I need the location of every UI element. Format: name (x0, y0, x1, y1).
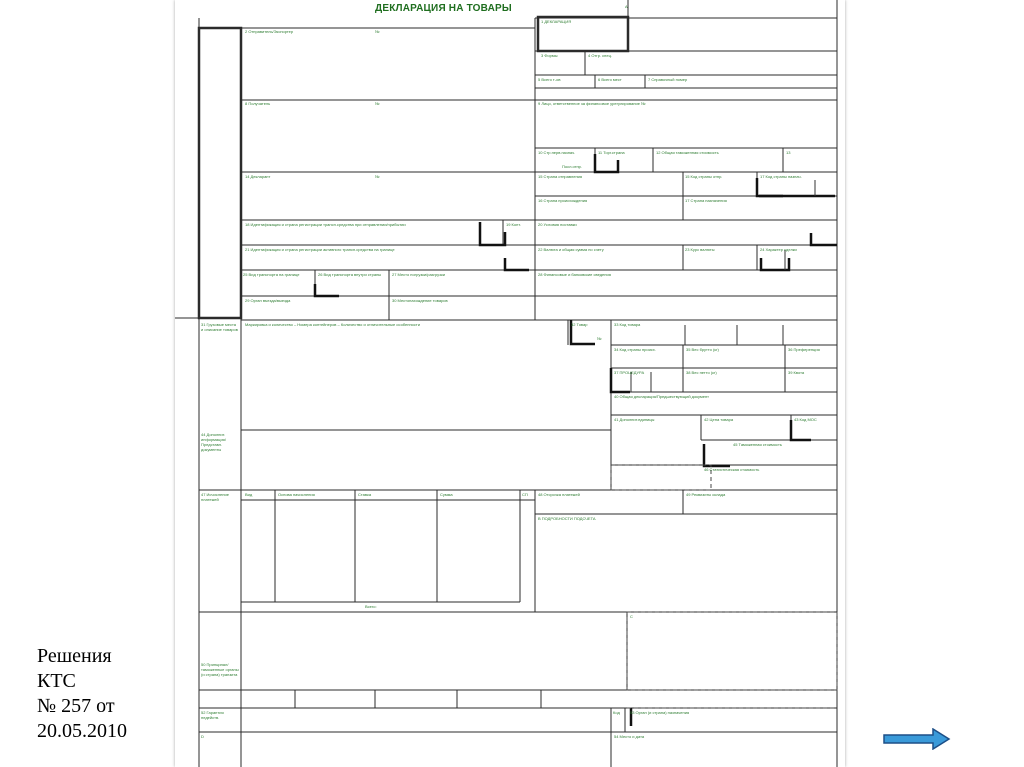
caption-line-1: Решения (37, 645, 112, 667)
field-37: 37 ПРОЦЕДУРА (614, 370, 645, 375)
field-35: 35 Вес брутто (кг) (686, 347, 719, 352)
field-17a: 17 Код страны назнач. (760, 174, 802, 179)
slide-caption (37, 644, 177, 744)
form-title: ДЕКЛАРАЦИЯ НА ТОВАРЫ (375, 3, 512, 14)
caption-line-2: КТС (37, 670, 76, 692)
field-32-no: № (597, 336, 602, 341)
field-32: 32 Товар (571, 322, 588, 327)
field-41: 41 Дополнит.единицы (614, 417, 655, 422)
field-10b: Посл.отпр. (562, 164, 583, 169)
field-12: 12 Общая таможенная стоимость (656, 150, 719, 155)
field-33: 33 Код товара (614, 322, 641, 327)
field-8: 8 Получатель (245, 101, 271, 106)
field-2-no: № (375, 29, 380, 34)
field-46: 46 Статистическая стоимость (704, 467, 760, 472)
field-11: 11 Торг.страна (598, 150, 625, 155)
field-10: 10 Стр.перв.назнач. (538, 150, 576, 155)
field-14: 14 Декларант (245, 174, 271, 179)
arrow-right-icon[interactable] (883, 728, 951, 750)
field-36: 36 Преференция (788, 347, 820, 352)
field-45: 45 Таможенная стоимость (733, 442, 782, 447)
field-42: 42 Цена товара (704, 417, 734, 422)
field-8-no: № (375, 101, 380, 106)
field-26: 26 Вид транспорта внутри страны (318, 272, 382, 277)
caption-line-4: 20.05.2010 (37, 720, 127, 742)
field-50: 50 Принципал/ таможенные органы (и страна) транзита (201, 662, 239, 677)
field-2: 2 Отправитель/Экспортер (245, 29, 294, 34)
field-13: 13 (786, 150, 791, 155)
field-53: 53 Орган (и страна) назначения (630, 710, 690, 715)
field-52: 52 Гарантия недейств. (201, 710, 224, 720)
field-40: 40 Общая декларация/Предшествующий документ (614, 394, 709, 399)
field-22: 22 Валюта и общая сумма по счету (538, 247, 604, 252)
field-34: 34 Код страны происх. (614, 347, 656, 352)
field-23: 23 Курс валюты (685, 247, 715, 252)
field-7: 7 Справочный номер (648, 77, 688, 82)
field-c: C (630, 614, 633, 619)
field-48: 48 Отсрочка платежей (538, 492, 580, 497)
field-d: D (201, 734, 204, 739)
field-43: 43 Код МОС (794, 417, 817, 422)
field-6: 6 Всего мест (598, 77, 622, 82)
field-19: 19 Конт. (506, 222, 521, 227)
field-31b: Маркировка и количество – Номера контейнеров – Количество и отличительные особенности (245, 322, 420, 327)
field-44: 44 Дополнит. информация/ Представл. документы (201, 432, 226, 452)
field-3: 3 Формы (541, 53, 558, 58)
field-15: 15 Страна отправления (538, 174, 583, 179)
field-27: 27 Место погрузки/разгрузки (392, 272, 445, 277)
field-17: 17 Страна назначения (685, 198, 727, 203)
form-grid (175, 0, 845, 767)
field-47-st: Ставка (358, 492, 372, 497)
field-47-vid: Вид (245, 492, 253, 497)
field-49: 49 Реквизиты склада (686, 492, 726, 497)
field-25: 25 Вид транспорта на границе (243, 272, 300, 277)
field-47: 47 Исчисление платежей (201, 492, 229, 502)
field-15a: 15 Код страны отпр. (685, 174, 723, 179)
corner-mark: А (625, 4, 628, 9)
field-24: 24 Характер сделки (760, 247, 797, 252)
field-1: 1 ДЕКЛАРАЦИЯ (541, 19, 572, 24)
field-29: 29 Орган въезда/выезда (245, 298, 291, 303)
field-30: 30 Местонахождение товаров (392, 298, 448, 303)
caption-line-3: № 257 от (37, 695, 115, 717)
field-47-total: Всего: (365, 604, 377, 609)
field-9: 9 Лицо, ответственное за финансовое урегулирование № (538, 101, 646, 106)
field-54: 54 Место и дата (614, 734, 645, 739)
field-4: 4 Отгр. спец. (588, 53, 612, 58)
field-21: 21 Идентификация и страна регистрации активного трансп.средства на границе (245, 247, 395, 252)
field-18: 18 Идентификация и страна регистрации трансп.средства при отправлении/прибытии (245, 222, 406, 227)
field-39: 39 Квота (788, 370, 805, 375)
field-47-sp: СП (522, 492, 528, 497)
field-b: B ПОДРОБНОСТИ ПОДСЧЕТА (538, 516, 596, 521)
field-16: 16 Страна происхождения (538, 198, 588, 203)
field-20: 20 Условия поставки (538, 222, 577, 227)
customs-declaration-form (175, 0, 845, 767)
field-28: 28 Финансовые и банковские сведения (538, 272, 611, 277)
field-5: 5 Всего т-ов (538, 77, 561, 82)
field-47-osn: Основа начисления (278, 492, 315, 497)
field-52-kod: Код (613, 710, 620, 715)
field-31: 31 Грузовые места и описание товаров (201, 322, 238, 332)
field-38: 38 Вес нетто (кг) (686, 370, 717, 375)
field-47-sum: Сумма (440, 492, 453, 497)
field-14-no: № (375, 174, 380, 179)
